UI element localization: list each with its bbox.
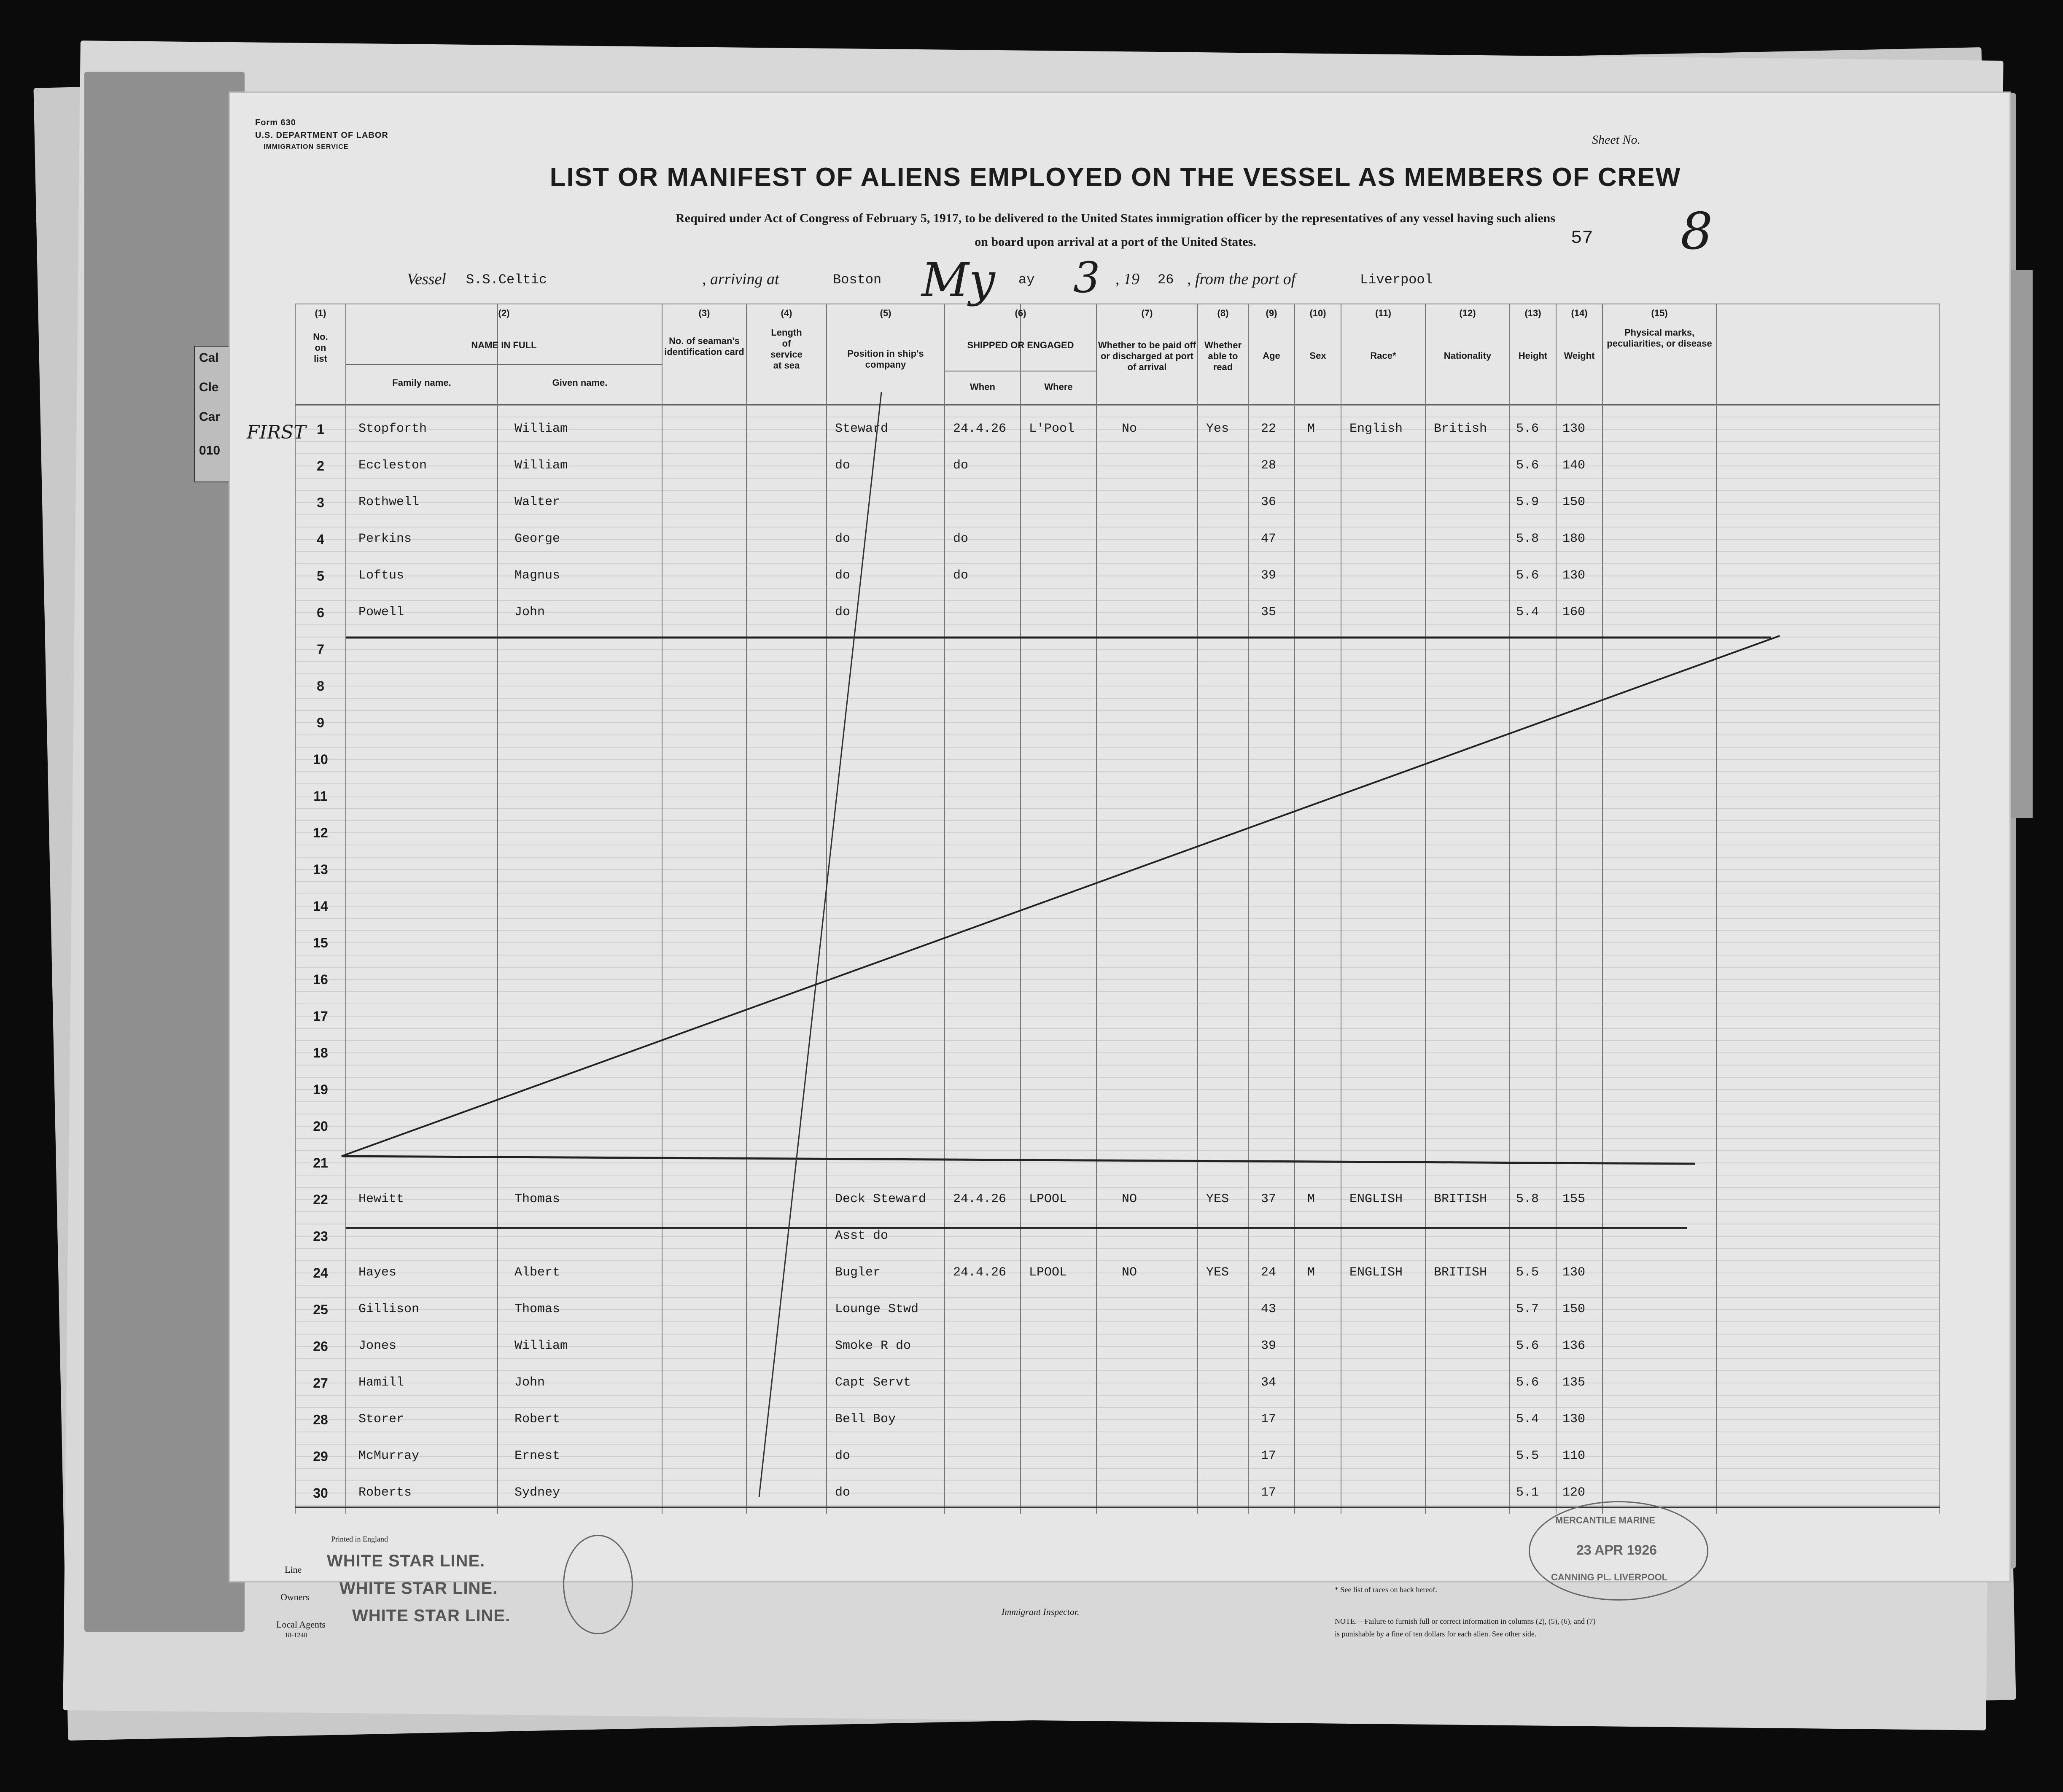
row-number: 30 [313, 1485, 328, 1501]
service: IMMIGRATION SERVICE [264, 143, 349, 151]
cell-family: Gillison [358, 1302, 420, 1316]
cell-nat: BRITISH [1434, 1192, 1487, 1206]
col-1-num: (1) [315, 308, 326, 318]
cell-height: 5.6 [1516, 1339, 1539, 1353]
cell-paid: NO [1122, 1265, 1137, 1280]
note-races: * See list of races on back hereof. [1335, 1585, 1437, 1594]
col-11-header [1341, 308, 1425, 361]
department: U.S. DEPARTMENT OF LABOR [255, 131, 388, 140]
cell-given: Robert [514, 1412, 560, 1426]
cell-position: do [835, 1485, 851, 1500]
cell-position: do [835, 1449, 851, 1463]
col-7-num: (7) [1141, 308, 1153, 318]
from-label: , from the port of [1187, 270, 1296, 288]
sheet-no: Sheet No. [1592, 133, 1640, 147]
cell-position: Smoke R do [835, 1339, 911, 1353]
cell-sex: M [1307, 422, 1315, 436]
row-number: 21 [313, 1155, 328, 1170]
manifest-page [230, 93, 2009, 1639]
col-7-label: Whether to be paid off or discharged at port of arrival [1098, 340, 1196, 372]
cell-position: do [835, 605, 851, 619]
cell-race: ENGLISH [1349, 1192, 1403, 1206]
col-5-header [827, 308, 945, 370]
table-rules [295, 304, 1940, 1514]
cell-height: 5.4 [1516, 605, 1539, 619]
row-number: 25 [313, 1302, 328, 1317]
col-2-num: (2) [498, 308, 510, 318]
col-14-label: Weight [1564, 350, 1595, 361]
row-number: 20 [313, 1119, 328, 1134]
cell-family: McMurray [358, 1449, 420, 1463]
col-8-label: Whether able to read [1204, 340, 1242, 372]
note-fine: is punishable by a fine of ten dollars for each alien. See other side. [1335, 1630, 1537, 1638]
col-13-header [1510, 308, 1556, 361]
cell-weight: 110 [1562, 1449, 1586, 1463]
cell-family: Roberts [358, 1485, 412, 1500]
left-card-text-4: 010 [199, 444, 221, 457]
row-number: 9 [317, 715, 324, 730]
arrival-year: 26 [1158, 272, 1174, 288]
col-4-header [746, 308, 827, 371]
cell-position: Bell Boy [835, 1412, 896, 1426]
cell-when: do [953, 458, 969, 473]
cell-position: Steward [835, 422, 889, 436]
cell-weight: 135 [1562, 1375, 1586, 1390]
col-10-header [1295, 308, 1341, 361]
cell-when: do [953, 568, 969, 583]
cell-given: Sydney [514, 1485, 560, 1500]
col-15-num: (15) [1651, 308, 1668, 318]
cell-age: 37 [1261, 1192, 1277, 1206]
subtitle-line-1: Required under Act of Congress of February 5, 1917, to be delivered to the United States immigration officer by the representatives of any vessel having such aliens [676, 211, 1555, 225]
col-6-label: SHIPPED OR ENGAGED [967, 340, 1074, 350]
col-3-label: No. of seaman's identification card [664, 336, 744, 357]
cell-family: Hamill [358, 1375, 404, 1390]
cell-given: Walter [514, 495, 560, 509]
col-9-label: Age [1263, 350, 1280, 361]
cell-family: Hewitt [358, 1192, 404, 1206]
cell-given: John [514, 605, 545, 619]
printed-in-england: Printed in England [331, 1535, 388, 1543]
cell-family: Eccleston [358, 458, 427, 473]
crew-table [295, 304, 1940, 1514]
row-number: 22 [313, 1192, 328, 1207]
col-15-label: Physical marks, peculiarities, or disease [1607, 327, 1712, 349]
cell-family: Hayes [358, 1265, 397, 1280]
agents-stamp: WHITE STAR LINE. [352, 1606, 511, 1625]
cell-age: 39 [1261, 1339, 1277, 1353]
mark-8: 8 [1681, 202, 1713, 261]
cell-age: 39 [1261, 568, 1277, 583]
cell-given: Magnus [514, 568, 560, 583]
cell-given: Albert [514, 1265, 560, 1280]
row-number: 12 [313, 825, 328, 840]
stamp-bottom-text: CANNING PL. LIVERPOOL [1551, 1572, 1668, 1582]
col-14-header [1556, 308, 1602, 361]
row-number: 11 [313, 788, 328, 804]
cell-position: Asst do [835, 1229, 889, 1243]
cell-weight: 130 [1562, 422, 1586, 436]
row-number: 8 [317, 678, 324, 694]
cell-given: William [514, 458, 568, 473]
row-number: 18 [313, 1045, 328, 1060]
col-1-label: No. on list [313, 331, 328, 364]
col-6-header [945, 308, 1096, 351]
owners-label: Owners [280, 1592, 310, 1602]
from-port: Liverpool [1360, 272, 1433, 288]
cell-sex: M [1307, 1265, 1315, 1280]
col-6-where-header: Where [1044, 382, 1073, 392]
cell-age: 28 [1261, 458, 1277, 473]
mark-57: 57 [1571, 228, 1593, 249]
cell-where: L'Pool [1029, 422, 1075, 436]
col-2-header [346, 308, 662, 351]
line-label: Line [285, 1564, 302, 1575]
cell-age: 47 [1261, 532, 1277, 546]
col-15-header [1602, 308, 1716, 349]
cell-read: YES [1206, 1265, 1229, 1280]
cell-sex: M [1307, 1192, 1315, 1206]
day-label: ay [1018, 272, 1035, 288]
col-9-header [1248, 308, 1295, 361]
col-4-label: Length of service at sea [770, 327, 803, 371]
cell-weight: 140 [1562, 458, 1586, 473]
cell-height: 5.9 [1516, 495, 1539, 509]
cell-read: Yes [1206, 422, 1229, 436]
cell-paid: No [1122, 422, 1137, 436]
cell-height: 5.6 [1516, 568, 1539, 583]
cell-when: do [953, 532, 969, 546]
cell-age: 34 [1261, 1375, 1277, 1390]
col-9-num: (9) [1266, 308, 1277, 318]
vessel-label: Vessel [407, 270, 446, 288]
row-number: 3 [317, 495, 324, 510]
cell-height: 5.5 [1516, 1265, 1539, 1280]
paper-stack-left-edge [84, 72, 245, 1632]
col-10-num: (10) [1309, 308, 1326, 318]
cell-age: 17 [1261, 1449, 1277, 1463]
cell-weight: 130 [1562, 1412, 1586, 1426]
col-7-header [1096, 308, 1198, 373]
diagonal-cancel-line [342, 636, 1780, 1156]
col-12-num: (12) [1459, 308, 1476, 318]
cell-given: William [514, 422, 568, 436]
cell-weight: 150 [1562, 1302, 1586, 1316]
cell-weight: 130 [1562, 568, 1586, 583]
left-card-text-3: Car [199, 410, 221, 424]
cell-race: ENGLISH [1349, 1265, 1403, 1280]
cell-position: do [835, 458, 851, 473]
cell-position: do [835, 568, 851, 583]
subtitle-line-2: on board upon arrival at a port of the United States. [975, 235, 1256, 249]
col-10-label: Sex [1309, 350, 1326, 361]
cell-weight: 130 [1562, 1265, 1586, 1280]
cell-when: 24.4.26 [953, 1192, 1007, 1206]
cell-height: 5.8 [1516, 1192, 1539, 1206]
cell-given: Thomas [514, 1192, 560, 1206]
strike-row-21 [342, 1156, 1695, 1164]
agents-label: Local Agents [276, 1619, 326, 1630]
arrival-day: 3 [1073, 253, 1100, 302]
cell-age: 36 [1261, 495, 1277, 509]
cell-family: Loftus [358, 568, 404, 583]
cell-where: LPOOL [1029, 1265, 1067, 1280]
cell-family: Stopforth [358, 422, 427, 436]
row-number: 29 [313, 1449, 328, 1464]
row-number: 16 [313, 972, 328, 987]
cell-family: Rothwell [358, 495, 420, 509]
cell-family: Perkins [358, 532, 412, 546]
col-2-family-header: Family name. [392, 377, 451, 388]
mercantile-marine-stamp [1529, 1501, 1708, 1601]
cell-height: 5.6 [1516, 422, 1539, 436]
row-number: 2 [317, 458, 324, 474]
form-code: 18-1240 [285, 1632, 307, 1639]
col-11-num: (11) [1375, 308, 1391, 318]
left-card-text-2: Cle [199, 380, 219, 394]
row-number: 26 [313, 1339, 328, 1354]
cell-height: 5.5 [1516, 1449, 1539, 1463]
col-12-header [1425, 308, 1510, 361]
row-number: 14 [313, 899, 328, 914]
cell-given: William [514, 1339, 568, 1353]
col-3-num: (3) [698, 308, 710, 318]
col-12-label: Nationality [1444, 350, 1492, 361]
cell-when: 24.4.26 [953, 1265, 1007, 1280]
row-number: 19 [313, 1082, 328, 1097]
row-number: 27 [313, 1375, 328, 1391]
cell-race: English [1349, 422, 1403, 436]
left-card-text-1: Cal [199, 351, 219, 365]
note-failure: NOTE.—Failure to furnish full or correct information in columns (2), (5), (6), and (7) [1335, 1617, 1596, 1625]
cell-when: 24.4.26 [953, 422, 1007, 436]
col-3-header [662, 308, 746, 358]
cell-weight: 120 [1562, 1485, 1586, 1500]
col-6-when-header: When [970, 382, 995, 392]
row-number: 7 [317, 642, 324, 657]
cell-age: 24 [1261, 1265, 1277, 1280]
cell-given: George [514, 532, 560, 546]
cell-height: 5.7 [1516, 1302, 1539, 1316]
cell-age: 43 [1261, 1302, 1277, 1316]
row-number: 13 [313, 862, 328, 877]
col-13-num: (13) [1524, 308, 1541, 318]
row-number: 24 [313, 1265, 328, 1281]
row-number: 4 [317, 532, 324, 547]
cell-position: Bugler [835, 1265, 881, 1280]
cell-weight: 136 [1562, 1339, 1586, 1353]
cell-family: Storer [358, 1412, 404, 1426]
col-14-num: (14) [1571, 308, 1588, 318]
cell-height: 5.4 [1516, 1412, 1539, 1426]
row-number: 17 [313, 1009, 328, 1024]
col-8-header [1198, 308, 1248, 373]
inspector-label: Immigrant Inspector. [1002, 1606, 1080, 1617]
line-stamp: WHITE STAR LINE. [327, 1552, 485, 1570]
cell-height: 5.8 [1516, 532, 1539, 546]
cell-position: Lounge Stwd [835, 1302, 919, 1316]
cell-height: 5.6 [1516, 458, 1539, 473]
circle-mark [563, 1535, 633, 1634]
cell-height: 5.1 [1516, 1485, 1539, 1500]
cell-position: do [835, 532, 851, 546]
col-5-label: Position in ship's company [847, 348, 924, 370]
row-number: 15 [313, 935, 328, 950]
cell-where: LPOOL [1029, 1192, 1067, 1206]
vessel-name: S.S.Celtic [466, 272, 547, 288]
cell-given: Thomas [514, 1302, 560, 1316]
cell-paid: NO [1122, 1192, 1137, 1206]
row-number: 23 [313, 1229, 328, 1244]
cell-weight: 155 [1562, 1192, 1586, 1206]
pen-vertical-line [759, 392, 881, 1497]
stamp-top-text: MERCANTILE MARINE [1555, 1515, 1656, 1526]
row-number: 28 [313, 1412, 328, 1427]
form-number: Form 630 [255, 118, 296, 127]
cell-height: 5.6 [1516, 1375, 1539, 1390]
cell-position: Deck Steward [835, 1192, 926, 1206]
col-8-num: (8) [1217, 308, 1229, 318]
arrival-port: Boston [833, 272, 882, 288]
col-2-given-header: Given name. [552, 377, 608, 388]
col-2-label: NAME IN FULL [471, 340, 537, 350]
cell-age: 22 [1261, 422, 1277, 436]
row-number: 6 [317, 605, 324, 620]
row-number: 5 [317, 568, 324, 584]
cell-family: Jones [358, 1339, 397, 1353]
cell-weight: 150 [1562, 495, 1586, 509]
cell-family: Powell [358, 605, 404, 619]
cell-age: 35 [1261, 605, 1277, 619]
year-prefix: , 19 [1115, 270, 1139, 288]
first-class-label: FIRST [247, 422, 306, 443]
cell-age: 17 [1261, 1485, 1277, 1500]
cell-weight: 180 [1562, 532, 1586, 546]
arriving-label: , arriving at [702, 270, 779, 288]
col-11-label: Race* [1370, 350, 1396, 361]
cell-nat: BRITISH [1434, 1265, 1487, 1280]
stamp-date: 23 APR 1926 [1576, 1542, 1657, 1558]
col-4-num: (4) [781, 308, 792, 318]
col-13-label: Height [1518, 350, 1548, 361]
cell-given: John [514, 1375, 545, 1390]
row-number: 10 [313, 752, 328, 767]
arrival-month: My [921, 253, 995, 307]
row-number: 1 [317, 422, 324, 437]
col-1-header [295, 308, 346, 364]
col-6-num: (6) [1015, 308, 1026, 318]
form-subtitle [399, 207, 1832, 254]
cell-position: Capt Servt [835, 1375, 911, 1390]
cell-nat: British [1434, 422, 1487, 436]
owners-stamp: WHITE STAR LINE. [339, 1579, 498, 1598]
cell-given: Ernest [514, 1449, 560, 1463]
cell-age: 17 [1261, 1412, 1277, 1426]
form-title: LIST OR MANIFEST OF ALIENS EMPLOYED ON THE VESSEL AS MEMBERS OF CREW [549, 163, 1681, 192]
cell-weight: 160 [1562, 605, 1586, 619]
col-5-num: (5) [880, 308, 891, 318]
cell-read: YES [1206, 1192, 1229, 1206]
